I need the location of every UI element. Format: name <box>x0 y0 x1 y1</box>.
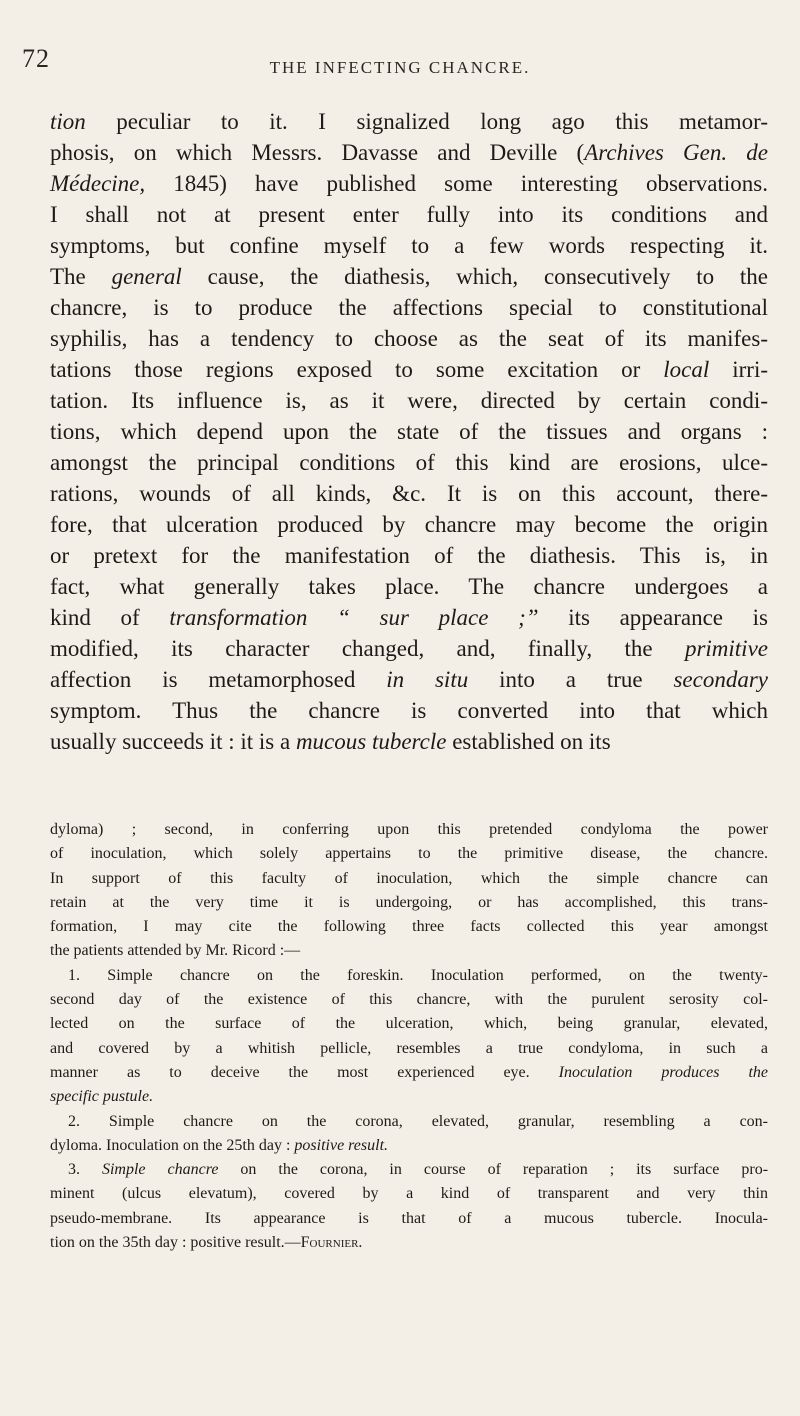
text-line <box>50 106 768 137</box>
text-run: tations those regions exposed to some excitation or <box>50 357 664 382</box>
text-run: tation. Its influence is, as it were, directed by certain condi- <box>50 388 768 413</box>
text-run: dyloma) ; second, in conferring upon this pretended condyloma the power <box>50 821 768 838</box>
text-run: lected on the surface of the ulceration, which, being granular, elevated, <box>50 1015 768 1033</box>
footnote-line <box>50 1207 768 1231</box>
italic-text: Inoculation produces the <box>558 1063 769 1081</box>
italic-text: local <box>663 357 710 382</box>
italic-text: positive result. <box>294 1136 389 1154</box>
text-run: into a true <box>468 667 674 692</box>
text-run: formation, I may cite the following three facts collected this year amongst <box>50 918 768 936</box>
italic-text: mucous tubercle <box>295 729 447 754</box>
text-line <box>50 447 768 478</box>
text-line <box>50 633 768 664</box>
text-run: rations, wounds of all kinds, &c. It is on this account, there- <box>50 481 768 506</box>
text-line <box>50 354 768 385</box>
text-run: its appearance is <box>538 605 769 630</box>
footnote-line <box>50 1037 768 1061</box>
text-run: chancre, is to produce the affections special to constitutional <box>50 295 768 320</box>
text-run: or pretext for the manifestation of the diathesis. This is, in <box>50 543 768 568</box>
footnote-line <box>50 1182 768 1206</box>
footnote-line <box>50 988 768 1012</box>
italic-text: in situ <box>386 667 469 692</box>
text-line <box>50 540 768 571</box>
italic-text: tion <box>50 109 86 134</box>
italic-text: secondary <box>673 667 768 692</box>
text-run: phosis, on which Messrs. Davasse and Deville ( <box>50 140 585 165</box>
text-line <box>50 571 768 602</box>
text-line <box>50 664 768 695</box>
text-run: 1845) have published some interesting observations. <box>145 171 768 196</box>
footnote-line <box>50 915 768 939</box>
text-run: tion on the 35th day : positive result.— <box>50 1234 301 1252</box>
main-text <box>50 106 768 757</box>
page-number: 72 <box>22 44 50 73</box>
text-run: fore, that ulceration produced by chancre may become the origin <box>50 512 768 537</box>
text-run: symptom. Thus the chancre is converted into that which <box>50 698 768 723</box>
text-run: 1. Simple chancre on the foreskin. Inoculation performed, on the twenty- <box>68 966 768 984</box>
text-line <box>50 230 768 261</box>
text-line <box>50 137 768 168</box>
text-run: I shall not at present enter fully into its conditions and <box>50 202 768 227</box>
text-run: kind of <box>50 605 170 630</box>
text-run: In support of this faculty of inoculation, which the simple chancre can <box>50 869 768 887</box>
italic-text: transformation “ sur place ;” <box>169 605 539 630</box>
text-run: 2. Simple chancre on the corona, elevated, granular, resembling a con- <box>68 1112 768 1130</box>
text-run: irri- <box>709 357 768 382</box>
text-run: minent (ulcus elevatum), covered by a kind of transparent and very thin <box>50 1185 768 1203</box>
footnote-line <box>50 867 768 891</box>
text-line <box>50 602 768 633</box>
text-line <box>50 292 768 323</box>
text-run: peculiar to it. I signalized long ago this metamor- <box>85 109 768 134</box>
text-line <box>50 509 768 540</box>
italic-text: Simple chancre <box>101 1161 219 1179</box>
text-run: amongst the principal conditions of this kind are erosions, ulce- <box>50 450 768 475</box>
text-run: and covered by a whitish pellicle, resembles a true condyloma, in such a <box>50 1039 768 1057</box>
footnote-line <box>50 1134 768 1158</box>
text-run: modified, its character changed, and, finally, the <box>50 636 685 661</box>
text-line <box>50 726 768 757</box>
text-line <box>50 385 768 416</box>
text-run: on the corona, in course of reparation ; its surface pro- <box>218 1161 769 1179</box>
footnote-line <box>50 1085 768 1109</box>
text-line <box>50 168 768 199</box>
text-run: second day of the existence of this chancre, with the purulent serosity col- <box>50 991 768 1009</box>
footnote-line <box>50 1158 768 1182</box>
text-run: The <box>50 264 112 289</box>
text-line <box>50 261 768 292</box>
text-run: pseudo-membrane. Its appearance is that of a mucous tubercle. Inocula- <box>50 1209 768 1227</box>
text-run: 3. <box>68 1161 102 1179</box>
footnote-line <box>50 1231 768 1255</box>
italic-text: primitive <box>684 636 768 661</box>
footnote-line <box>50 818 768 842</box>
text-run: established on its <box>446 729 611 754</box>
footnote-line <box>50 1061 768 1085</box>
footnote-line <box>50 939 768 963</box>
footnote-line <box>50 1012 768 1036</box>
text-run: of inoculation, which solely appertains to the primitive disease, the chancre. <box>50 845 768 863</box>
footnote <box>50 818 768 1255</box>
text-line <box>50 416 768 447</box>
text-run: dyloma. Inoculation on the 25th day : <box>50 1136 295 1154</box>
text-run: symptoms, but confine myself to a few words respecting it. <box>50 233 768 258</box>
text-run: fact, what generally takes place. The chancre undergoes a <box>50 574 768 599</box>
footnote-line <box>50 1110 768 1134</box>
text-line <box>50 199 768 230</box>
text-run: tions, which depend upon the state of the tissues and organs : <box>50 419 768 444</box>
italic-text: specific pustule. <box>50 1088 154 1106</box>
italic-text: general <box>111 264 182 289</box>
text-run: syphilis, has a tendency to choose as the seat of its manifes- <box>50 326 768 351</box>
text-run: manner as to deceive the most experienced eye. <box>50 1063 559 1081</box>
text-run: the patients attended by Mr. Ricord :— <box>50 942 301 960</box>
footnote-line <box>50 964 768 988</box>
text-line <box>50 695 768 726</box>
italic-text: Archives Gen. de <box>584 140 769 165</box>
italic-text: Médecine, <box>50 171 146 196</box>
text-run: Fournier. <box>300 1234 363 1252</box>
running-head: THE INFECTING CHANCRE. <box>269 58 531 77</box>
text-run: affection is metamorphosed <box>50 667 387 692</box>
text-run: cause, the diathesis, which, consecutively to the <box>181 264 768 289</box>
text-run: usually succeeds it : it is a <box>50 729 296 754</box>
text-line <box>50 323 768 354</box>
footnote-line <box>50 842 768 866</box>
text-line <box>50 478 768 509</box>
footnote-line <box>50 891 768 915</box>
text-run: retain at the very time it is undergoing, or has accomplished, this trans- <box>50 893 768 911</box>
